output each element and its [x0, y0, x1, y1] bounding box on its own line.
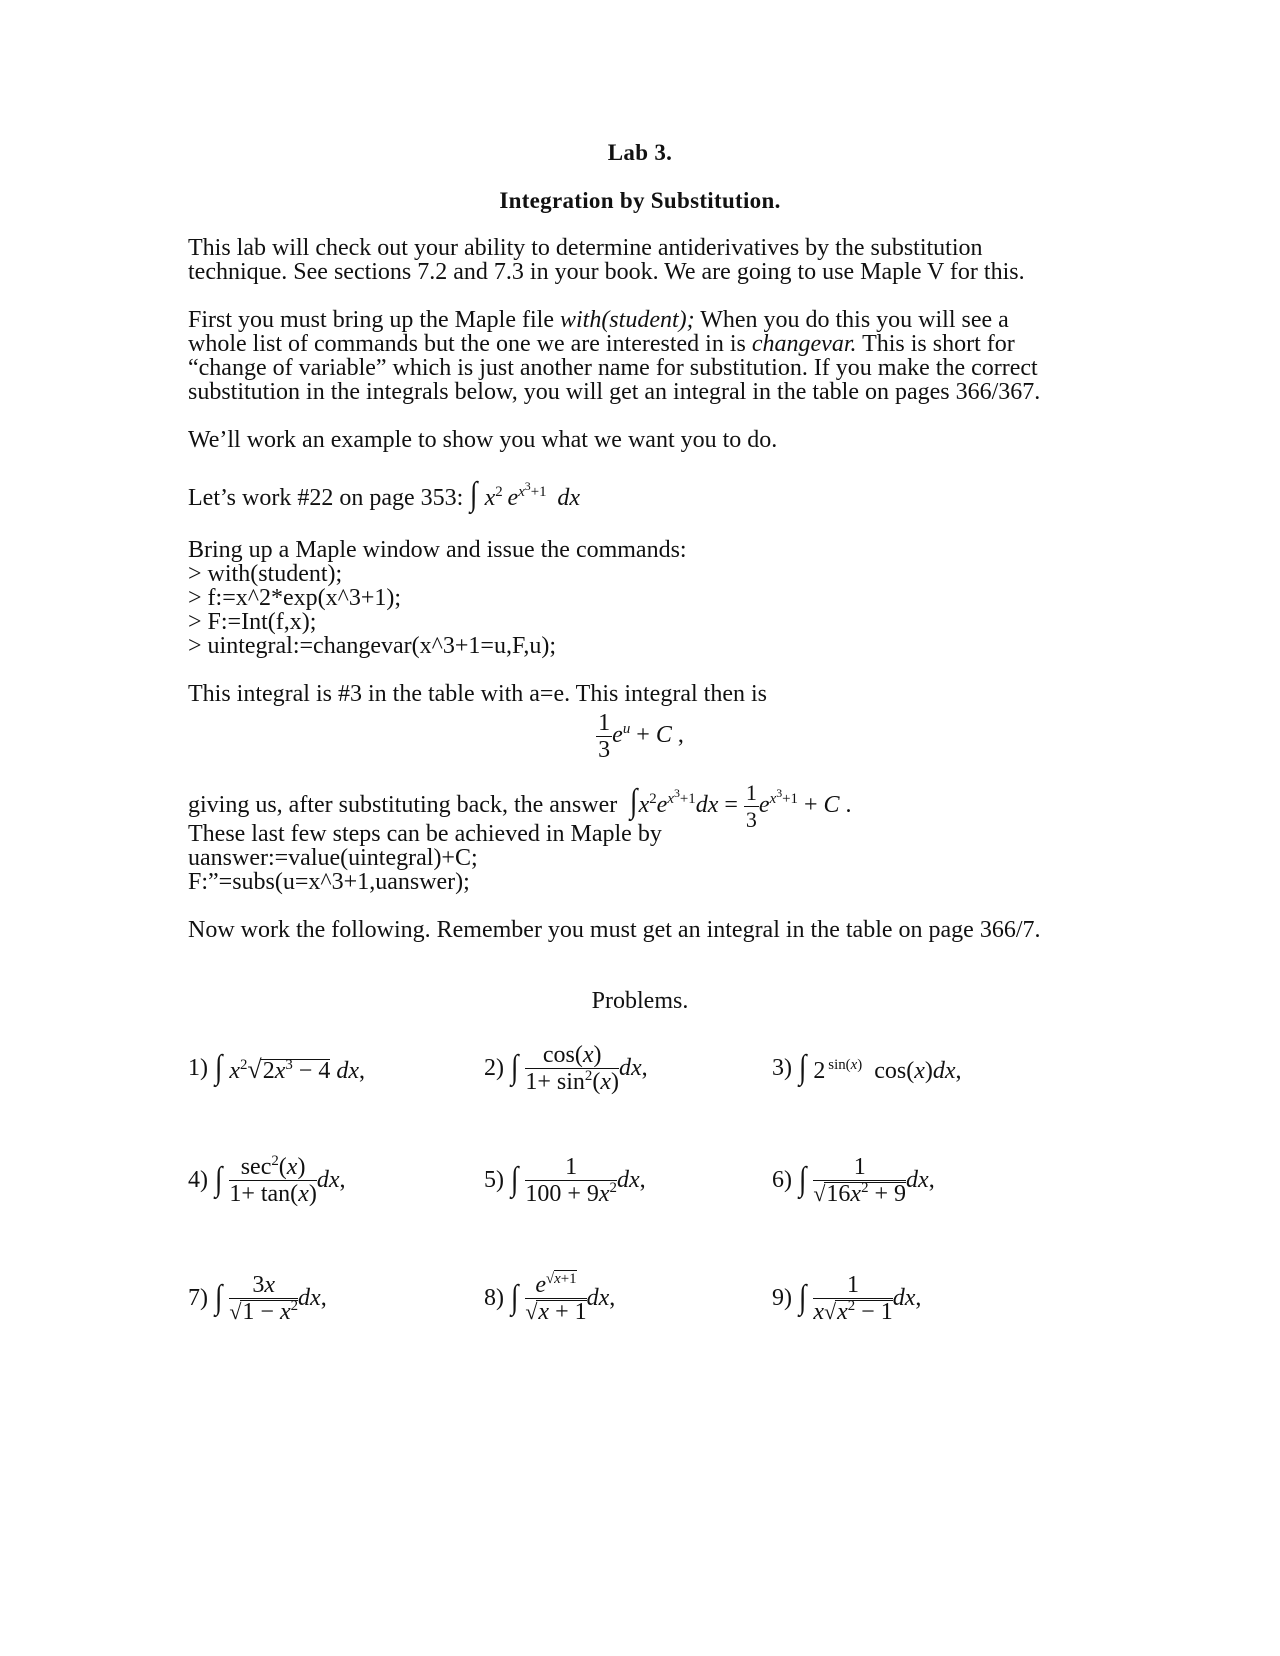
example-integral: ∫ $x^2$ $e^{x^3+1}$ dx [470, 476, 581, 513]
maple-command: > f:=x^2*exp(x^3+1); [188, 585, 402, 611]
lab-subtitle: Integration by Substitution. [499, 188, 781, 213]
problem-number: 8) [484, 1284, 504, 1311]
para2-line-3: “change of variable” which is just another name for substitution. If you make the correct [188, 355, 1038, 381]
problem-number: 9) [772, 1284, 792, 1311]
problems-heading: Problems. [591, 988, 689, 1014]
problem-number: 5) [484, 1166, 504, 1193]
last-steps-line: F:”=subs(u=x^3+1,uanswer); [188, 869, 470, 895]
problem-number: 2) [484, 1054, 504, 1081]
maple-file-name: with(student); [559, 307, 695, 333]
problem-8: 8) ∫ $\frac{e^{√x+1}}{√x + 1}$ dx , [484, 1270, 616, 1325]
table-result: $\frac{1}{3}$ $e^u + C$ , [598, 710, 684, 763]
example-label: Let’s work #22 on page 353: [188, 485, 464, 511]
problem-7: 7) ∫ $\frac{3x}{√1 - x^2}$ dx , [188, 1271, 327, 1325]
para2-line-1 [188, 308, 1009, 333]
problem-number: 4) [188, 1166, 208, 1193]
intro-line-2: technique. See sections 7.2 and 7.3 in your book. We are going to use Maple V for this. [188, 259, 1025, 285]
para2-text: This is short for [856, 331, 1015, 357]
problem-3: 3) ∫ 2 $^{sin(x)}$ cos(x)dx, [772, 1049, 962, 1086]
problem-4: 4) ∫ $\frac{\sec^2(x)}{1+ \tan(x)}$ dx , [188, 1152, 346, 1207]
para2-text: First you must bring up the Maple file [188, 307, 560, 333]
last-steps-line: These last few steps can be achieved in Maple by [188, 821, 662, 847]
para2-text: whole list of commands but the one we are interested in is [188, 331, 752, 357]
para2-line-4: substitution in the integrals below, you will get an integral in the table on pages 366/367. [188, 379, 1041, 405]
maple-command: > uintegral:=changevar(x^3+1=u,F,u); [188, 633, 557, 659]
problem-6: 6) ∫ $\frac{1}{√16x^2 + 9}$ dx , [772, 1153, 935, 1207]
para2-text: When you do this you will see a [694, 307, 1009, 333]
changevar-term: changevar. [751, 331, 857, 357]
maple-command: > with(student); [188, 561, 343, 587]
maple-command: > F:=Int(f,x); [188, 609, 317, 635]
problem-number: 3) [772, 1054, 792, 1081]
problem-2: 2) ∫ $\frac{\cos(x)}{1+ \sin^2(x)}$ dx , [484, 1041, 648, 1095]
example-line [188, 478, 580, 515]
para3-line: We’ll work an example to show you what we want you to do. [188, 427, 778, 453]
last-steps-line: uanswer:=value(uintegral)+C; [188, 845, 478, 871]
answer-formula: $\int x^2e^{x^3+1}dx$ = $\frac{1}{3}$ $e^{x^3+1} + C$ . [630, 780, 852, 832]
problem-5: 5) ∫ $\frac{1}{100 + 9x^2}$ dx , [484, 1153, 646, 1207]
now-work-line: Now work the following. Remember you must get an integral in the table on page 366/7. [188, 917, 1041, 943]
table-note: This integral is #3 in the table with a=e. This integral then is [188, 681, 767, 707]
lab-title: Lab 3. [607, 140, 673, 165]
maple-intro: Bring up a Maple window and issue the commands: [188, 537, 687, 563]
problem-9: 9) ∫ $\frac{1}{x√x^2 - 1}$ dx , [772, 1271, 922, 1325]
intro-line-1: This lab will check out your ability to determine antiderivatives by the substitution [188, 235, 983, 261]
problem-number: 6) [772, 1166, 792, 1193]
problem-1: 1) ∫ $x^2√2x^3 - 4$ dx, [188, 1049, 365, 1086]
problem-number: 7) [188, 1284, 208, 1311]
para2-line-2 [188, 332, 1015, 357]
problem-number: 1) [188, 1054, 208, 1081]
giving-text: giving us, after substituting back, the answer [188, 792, 618, 819]
